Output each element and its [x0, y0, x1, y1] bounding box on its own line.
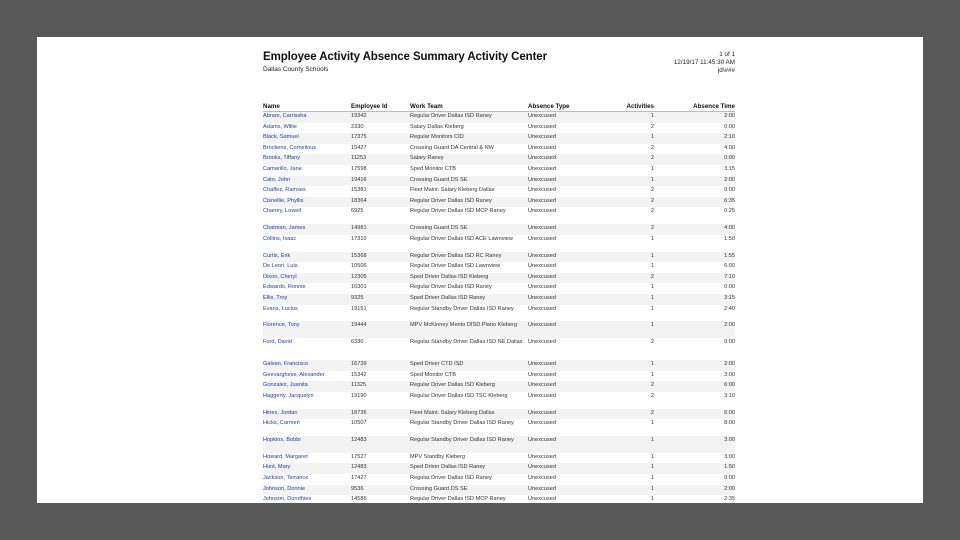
- absence-time: 1:50: [724, 235, 735, 242]
- employee-id: 17310: [351, 235, 367, 242]
- activities-count: 2: [650, 123, 654, 130]
- absence-time: 2:00: [724, 485, 735, 492]
- activities-count: 2: [650, 155, 654, 162]
- employee-name-link[interactable]: Chatman, James: [263, 225, 306, 232]
- table-row: [263, 123, 735, 134]
- employee-id: 6330: [351, 339, 364, 346]
- absence-type: Unexcused: [528, 464, 556, 471]
- work-team: Regular Driver Dallas ISD ACE Lawnview: [410, 235, 513, 242]
- absence-type: Unexcused: [528, 294, 556, 301]
- employee-name-link[interactable]: Hicks, Carmen: [263, 420, 300, 427]
- work-team: Regular Driver Dallas ISD RC Raney: [410, 252, 502, 259]
- table-row: [263, 252, 735, 263]
- absence-time: 3:10: [724, 392, 735, 399]
- activities-count: 1: [650, 263, 654, 270]
- absence-time: 0:00: [724, 284, 735, 291]
- report-page: [37, 37, 923, 503]
- activities-count: 1: [650, 252, 654, 259]
- employee-id: 17427: [351, 475, 367, 482]
- employee-id: 12305: [351, 273, 367, 280]
- employee-name-link[interactable]: Hines, Jordan: [263, 409, 298, 416]
- table-row: [263, 207, 735, 224]
- employee-id: 15381: [351, 187, 367, 194]
- work-team: Sped Monitor CTB: [410, 371, 457, 378]
- absence-type: Unexcused: [528, 420, 556, 427]
- report-title: Employee Activity Absence Summary Activity Center: [263, 51, 547, 63]
- table-row: [263, 197, 735, 208]
- employee-name-link[interactable]: Chaffez, Ramses: [263, 187, 306, 194]
- employee-id: 17598: [351, 165, 367, 172]
- absence-type: Unexcused: [528, 155, 556, 162]
- absence-type: Unexcused: [528, 123, 556, 130]
- employee-name-link[interactable]: Camarillo, Jane: [263, 165, 302, 172]
- employee-id: 10507: [351, 420, 367, 427]
- activities-count: 1: [650, 176, 654, 183]
- table-row: [263, 176, 735, 187]
- absence-type: Unexcused: [528, 409, 556, 416]
- activities-count: 1: [650, 322, 654, 329]
- table-row: [263, 436, 735, 453]
- absence-time: 0:00: [724, 155, 735, 162]
- absence-type: Unexcused: [528, 252, 556, 259]
- employee-id: 17527: [351, 453, 367, 460]
- activities-count: 2: [650, 208, 654, 215]
- header-work-team[interactable]: Work Team: [410, 103, 443, 110]
- absence-time: 6:35: [724, 197, 735, 204]
- table-row: [263, 305, 735, 322]
- header-name[interactable]: Name: [263, 103, 280, 110]
- absence-type: Unexcused: [528, 235, 556, 242]
- table-row: [263, 321, 735, 338]
- activities-count: 1: [650, 420, 654, 427]
- table-row: [263, 419, 735, 436]
- table-row: [263, 453, 735, 464]
- absence-type: Unexcused: [528, 437, 556, 444]
- activities-count: 1: [650, 294, 654, 301]
- absence-time: 2:10: [724, 134, 735, 141]
- absence-time: 6:00: [724, 263, 735, 270]
- absence-type: Unexcused: [528, 208, 556, 215]
- employee-name-link[interactable]: Cisnellie, Phyllis: [263, 197, 304, 204]
- table-row: [263, 485, 735, 496]
- table-row: [263, 235, 735, 252]
- employee-name-link[interactable]: Edwards, Ronnie: [263, 284, 306, 291]
- table-row: [263, 371, 735, 382]
- employee-name-link[interactable]: Brockens, Cornelious: [263, 144, 317, 151]
- table-row: [263, 165, 735, 176]
- work-team: Regular Standby Driver Dallas ISD Raney: [410, 420, 514, 427]
- absence-type: Unexcused: [528, 322, 556, 329]
- work-team: Sped Monitor CTB: [410, 165, 457, 172]
- activities-count: 1: [650, 134, 654, 141]
- absence-time: 2:00: [724, 322, 735, 329]
- employee-name-link[interactable]: Evans, Lucius: [263, 305, 298, 312]
- absence-time: 8:00: [724, 420, 735, 427]
- table-row: [263, 409, 735, 420]
- table-row: [263, 283, 735, 294]
- work-team: Sped Driver Dallas ISD Raney: [410, 464, 486, 471]
- employee-name-link[interactable]: Ellis, Troy: [263, 294, 288, 301]
- activities-count: 1: [650, 305, 654, 312]
- work-team: Regular Monitors CID: [410, 134, 464, 141]
- activities-count: 1: [650, 453, 654, 460]
- employee-name-link[interactable]: Hunt, Mary: [263, 464, 291, 471]
- employee-name-link[interactable]: Hopkins, Bobbi: [263, 437, 301, 444]
- work-team: Regular Driver Dallas ISD Lawnview: [410, 263, 501, 270]
- employee-name-link[interactable]: Galvan, Francisco: [263, 361, 309, 368]
- employee-id: 16739: [351, 361, 367, 368]
- employee-name-link[interactable]: Jackson, Terrance: [263, 475, 309, 482]
- table-header: [263, 103, 735, 112]
- work-team: Regular Driver Dallas ISD MCP Raney: [410, 208, 506, 215]
- table-row: [263, 392, 735, 409]
- employee-name-link[interactable]: De Leon, Luis: [263, 263, 298, 270]
- work-team: Regular Standby Driver Dallas ISD Raney: [410, 437, 514, 444]
- employee-name-link[interactable]: Gonzalez, Juanita: [263, 382, 308, 389]
- absence-time: 6:00: [724, 409, 735, 416]
- employee-id: 2330: [351, 123, 364, 130]
- absence-time: 2:00: [724, 361, 735, 368]
- table-row: [263, 360, 735, 371]
- activities-count: 2: [650, 225, 654, 232]
- employee-name-link[interactable]: Collins, Isaac: [263, 235, 297, 242]
- employee-name-link[interactable]: Adams, Willie: [263, 123, 297, 130]
- absence-type: Unexcused: [528, 339, 556, 346]
- report-datetime: 12/19/17 11:45:30 AM: [673, 59, 735, 66]
- employee-id: 18364: [351, 197, 367, 204]
- activities-count: 2: [650, 409, 654, 416]
- absence-time: 7:10: [724, 273, 735, 280]
- work-team: Crossing Guard DS SE: [410, 485, 468, 492]
- activities-count: 1: [650, 496, 654, 503]
- work-team: MPV Standby Kleberg: [410, 453, 466, 460]
- absence-time: 3:00: [724, 453, 735, 460]
- table-row: [263, 154, 735, 165]
- absence-table: [263, 103, 735, 503]
- employee-id: 11253: [351, 155, 367, 162]
- activities-count: 1: [650, 437, 654, 444]
- employee-name-link[interactable]: Johnson, Donnie: [263, 485, 305, 492]
- absence-time: 2:00: [724, 113, 735, 119]
- absence-type: Unexcused: [528, 485, 556, 492]
- absence-type: Unexcused: [528, 305, 556, 312]
- absence-time: 3:15: [724, 294, 735, 301]
- absence-type: Unexcused: [528, 176, 556, 183]
- table-row: [263, 262, 735, 273]
- absence-time: 3:00: [724, 371, 735, 378]
- absence-time: 0:00: [724, 123, 735, 130]
- table-row: [263, 463, 735, 474]
- table-row: [263, 495, 735, 503]
- work-team: Regular Driver Dallas ISD Kleberg: [410, 382, 495, 389]
- work-team: Regular Driver Dallas ISD Raney: [410, 197, 492, 204]
- employee-id: 18736: [351, 409, 367, 416]
- work-team: Regular Standby Driver Dallas ISD Raney: [410, 305, 514, 312]
- work-team: Regular Driver Dallas ISD MCP Raney: [410, 496, 506, 503]
- absence-time: 3:15: [724, 165, 735, 172]
- report-subtitle: Dallas County Schools: [263, 66, 329, 73]
- absence-type: Unexcused: [528, 361, 556, 368]
- absence-time: 1:50: [724, 464, 735, 471]
- activities-count: 2: [650, 197, 654, 204]
- work-team: Regular Driver Dallas ISD Raney: [410, 475, 492, 482]
- header-employee-id[interactable]: Employee Id: [351, 103, 388, 110]
- employee-name-link[interactable]: Haggerty, Jacquelyn: [263, 392, 314, 399]
- absence-time: 0:00: [724, 475, 735, 482]
- absence-time: 2:40: [724, 305, 735, 312]
- absence-time: 6:00: [724, 382, 735, 389]
- employee-id: 9325: [351, 294, 364, 301]
- employee-name-link[interactable]: Brooks, Tiffany: [263, 155, 300, 162]
- activities-count: 1: [650, 165, 654, 172]
- table-row: [263, 338, 735, 360]
- absence-type: Unexcused: [528, 475, 556, 482]
- employee-id: 6925: [351, 208, 364, 215]
- employee-name-link[interactable]: Geevarghese, Alexander: [263, 371, 325, 378]
- work-team: Crossing Guard DS SE: [410, 176, 468, 183]
- absence-time: 0:00: [724, 339, 735, 346]
- table-row: [263, 144, 735, 155]
- absence-time: 0:25: [724, 208, 735, 215]
- page-number: 1 of 1: [719, 51, 735, 58]
- employee-id: 19416: [351, 176, 367, 183]
- table-row: [263, 294, 735, 305]
- work-team: Salary Raney: [410, 155, 444, 162]
- employee-name-link[interactable]: Howard, Margaret: [263, 453, 308, 460]
- table-row: [263, 474, 735, 485]
- work-team: Regular Driver Dallas ISD TSC Kleberg: [410, 392, 508, 399]
- report-user: jd\###: [717, 67, 735, 74]
- employee-id: 11325: [351, 382, 367, 389]
- employee-name-link[interactable]: Abram, Carrissha: [263, 113, 307, 119]
- table-body: [263, 112, 735, 503]
- employee-id: 15368: [351, 252, 367, 259]
- activities-count: 1: [650, 361, 654, 368]
- absence-type: Unexcused: [528, 113, 556, 119]
- absence-time: 3:00: [724, 437, 735, 444]
- employee-id: 16301: [351, 284, 367, 291]
- work-team: MPV McKinney Mento DISD Plano Kleberg: [410, 322, 517, 329]
- absence-type: Unexcused: [528, 496, 556, 503]
- employee-id: 14586: [351, 496, 367, 503]
- employee-id: 19151: [351, 305, 367, 312]
- absence-type: Unexcused: [528, 371, 556, 378]
- absence-type: Unexcused: [528, 392, 556, 399]
- absence-time: 4:00: [724, 225, 735, 232]
- table-row: [263, 186, 735, 197]
- employee-id: 10506: [351, 263, 367, 270]
- employee-name-link[interactable]: Black, Samuel: [263, 134, 299, 141]
- employee-name-link[interactable]: Ford, David: [263, 339, 292, 346]
- activities-count: 1: [650, 464, 654, 471]
- header-activities[interactable]: Activities: [626, 103, 654, 110]
- work-team: Sped Driver CTD ISD: [410, 361, 464, 368]
- absence-type: Unexcused: [528, 225, 556, 232]
- employee-id: 19190: [351, 392, 367, 399]
- activities-count: 2: [650, 187, 654, 194]
- absence-type: Unexcused: [528, 165, 556, 172]
- report-meta: [674, 51, 735, 75]
- employee-name-link[interactable]: Florence, Tony: [263, 322, 300, 329]
- employee-id: 12483: [351, 437, 367, 444]
- employee-name-link[interactable]: Dixon, Cheryl: [263, 273, 297, 280]
- employee-id: 19342: [351, 113, 367, 119]
- work-team: Fleet Maint. Salary Kleberg Dallas: [410, 187, 495, 194]
- absence-time: 1:55: [724, 252, 735, 259]
- table-row: [263, 273, 735, 284]
- absence-type: Unexcused: [528, 144, 556, 151]
- absence-time: 2:35: [724, 496, 735, 503]
- employee-name-link[interactable]: Chaney, Lowell: [263, 208, 301, 215]
- table-row: [263, 133, 735, 144]
- employee-name-link[interactable]: Curtis, Erik: [263, 252, 291, 259]
- employee-id: 9536: [351, 485, 364, 492]
- employee-id: 12483: [351, 464, 367, 471]
- employee-id: 15427: [351, 144, 367, 151]
- absence-type: Unexcused: [528, 197, 556, 204]
- activities-count: 2: [650, 273, 654, 280]
- activities-count: 2: [650, 382, 654, 389]
- employee-id: 19444: [351, 322, 367, 329]
- absence-time: 4:00: [724, 144, 735, 151]
- work-team: Crossing Guard DA Central & NW: [410, 144, 494, 151]
- employee-id: 14981: [351, 225, 367, 232]
- absence-type: Unexcused: [528, 134, 556, 141]
- activities-count: 1: [650, 284, 654, 291]
- absence-time: 0:00: [724, 187, 735, 194]
- work-team: Sped Driver Dallas ISD Raney: [410, 294, 486, 301]
- activities-count: 2: [650, 339, 654, 346]
- work-team: Crossing Guard DS SE: [410, 225, 468, 232]
- work-team: Fleet Maint. Salary Kleberg Dallas: [410, 409, 495, 416]
- employee-id: 15342: [351, 371, 367, 378]
- table-row: [263, 224, 735, 235]
- absence-type: Unexcused: [528, 284, 556, 291]
- absence-type: Unexcused: [528, 273, 556, 280]
- absence-type: Unexcused: [528, 382, 556, 389]
- activities-count: 1: [650, 485, 654, 492]
- absence-time: 2:00: [724, 176, 735, 183]
- activities-count: 1: [650, 235, 654, 242]
- activities-count: 1: [650, 113, 654, 119]
- employee-name-link[interactable]: Johnson, Dorothies: [263, 496, 312, 503]
- work-team: Regular Driver Dallas ISD Raney: [410, 113, 492, 119]
- work-team: Salary Dallas Kleberg: [410, 123, 464, 130]
- table-row: [263, 112, 735, 123]
- work-team: Regular Standby Driver Dallas ISD NE Dallas: [410, 339, 523, 346]
- absence-type: Unexcused: [528, 187, 556, 194]
- work-team: Sped Driver Dallas ISD Kleberg: [410, 273, 489, 280]
- table-row: [263, 381, 735, 392]
- absence-type: Unexcused: [528, 453, 556, 460]
- employee-id: 17375: [351, 134, 367, 141]
- activities-count: 1: [650, 371, 654, 378]
- activities-count: 2: [650, 144, 654, 151]
- activities-count: 2: [650, 392, 654, 399]
- employee-name-link[interactable]: Cato, John: [263, 176, 291, 183]
- header-absence-time[interactable]: Absence Time: [693, 103, 735, 110]
- header-absence-type[interactable]: Absence Type: [528, 103, 570, 110]
- absence-type: Unexcused: [528, 263, 556, 270]
- activities-count: 1: [650, 475, 654, 482]
- work-team: Regular Driver Dallas ISD Raney: [410, 284, 492, 291]
